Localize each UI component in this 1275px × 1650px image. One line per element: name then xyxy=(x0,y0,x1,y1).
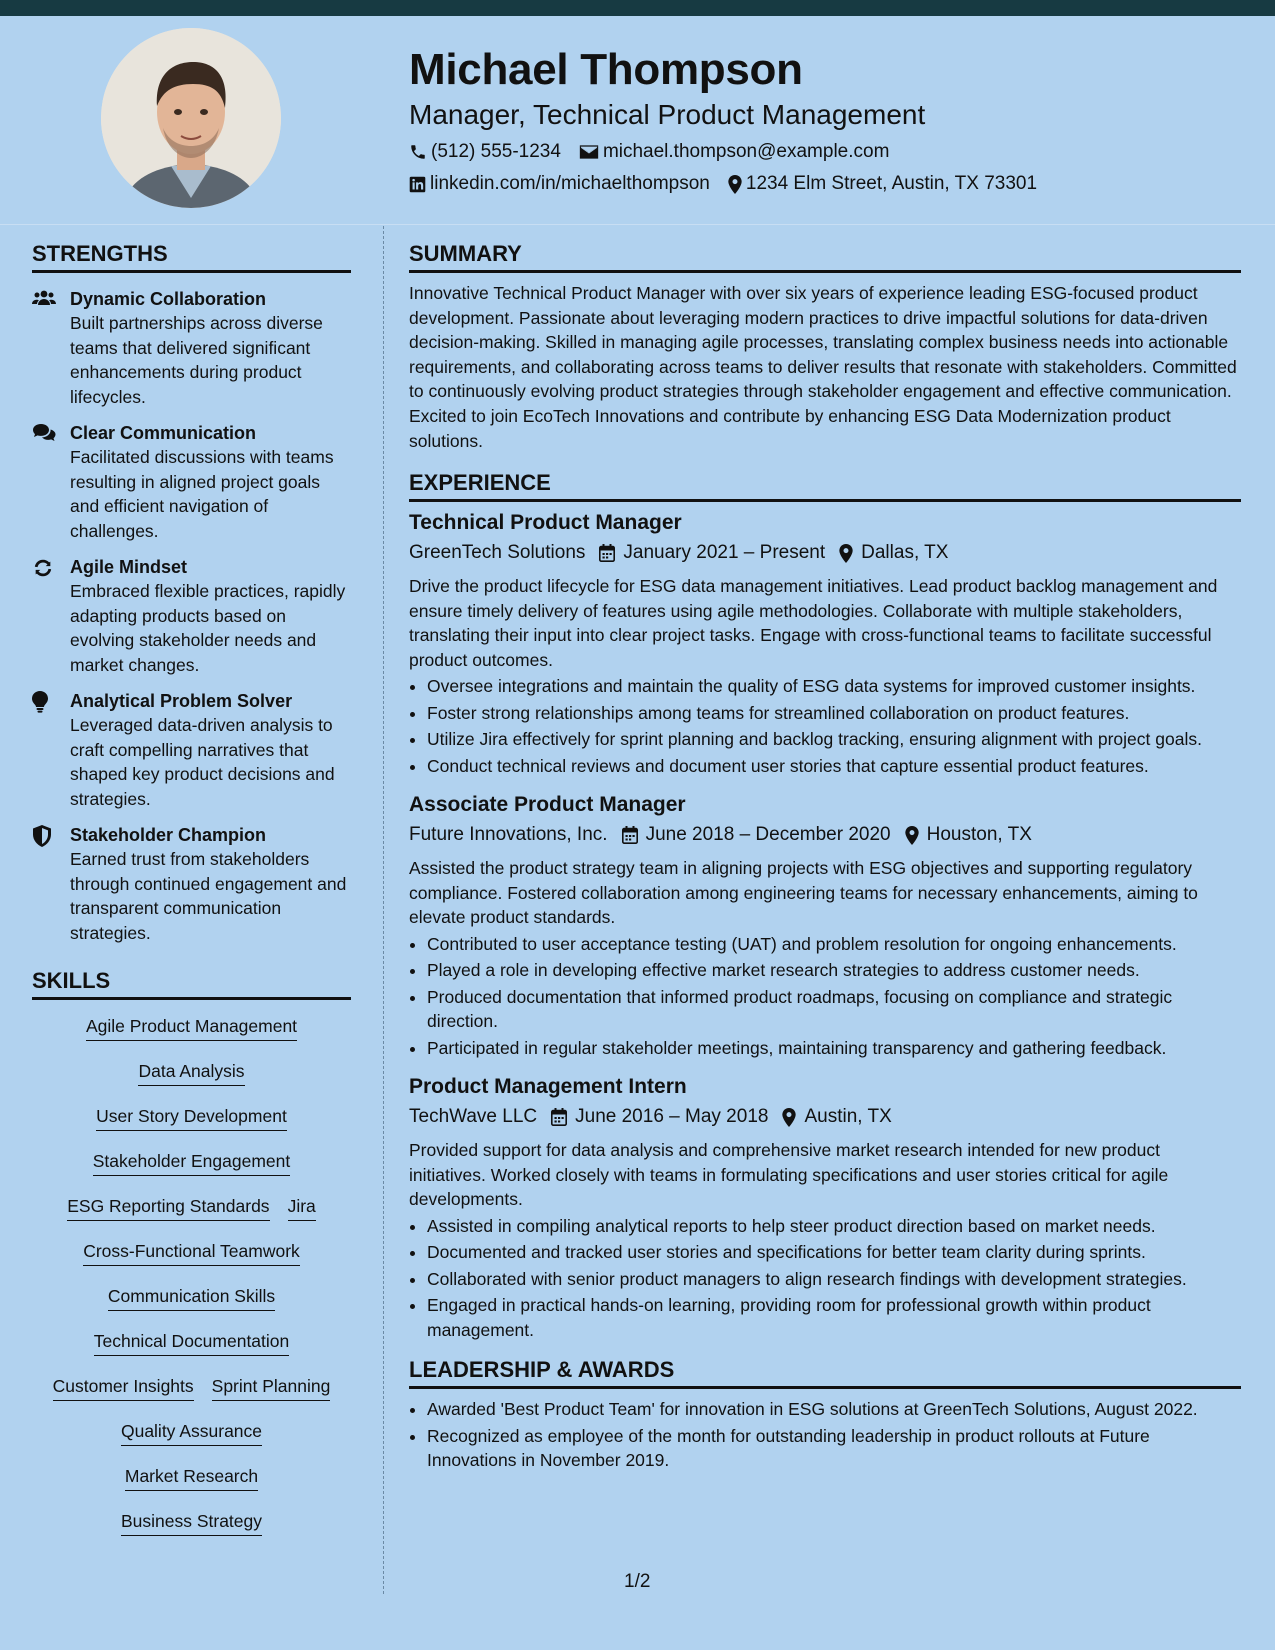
linkedin-link[interactable]: linkedin.com/in/michaelthompson xyxy=(430,173,710,194)
left-column xyxy=(32,240,351,1554)
job-bullets xyxy=(409,932,1241,1061)
strength-item xyxy=(32,287,351,409)
comments-icon xyxy=(32,423,56,442)
job-dates: June 2018 – December 2020 xyxy=(645,824,891,846)
skills-heading: SKILLS xyxy=(32,967,351,1000)
skill-tag: Quality Assurance xyxy=(121,1419,262,1446)
skill-tag: Stakeholder Engagement xyxy=(93,1149,291,1176)
job-bullets xyxy=(409,1214,1241,1343)
job-dates: January 2021 – Present xyxy=(623,542,826,564)
skill-tag: User Story Development xyxy=(96,1104,287,1131)
skill-row xyxy=(32,1059,351,1104)
job-company: TechWave LLC xyxy=(409,1106,538,1128)
skill-tag: Business Strategy xyxy=(121,1509,262,1536)
job-bullet: • Documented and tracked user stories and specifications for better team clarity during sprints. xyxy=(427,1240,1241,1265)
job-location: Houston, TX xyxy=(926,824,1032,846)
job-bullet: • Played a role in developing effective market research strategies to address customer needs. xyxy=(427,958,1241,983)
email-link[interactable]: michael.thompson@example.com xyxy=(602,141,890,162)
skill-tag: Customer Insights xyxy=(53,1374,194,1401)
award-item: • Awarded 'Best Product Team' for innovation in ESG solutions at GreenTech Solutions, August 2022. xyxy=(427,1397,1241,1422)
experience-heading: EXPERIENCE xyxy=(409,469,1241,502)
phone-text: (512) 555-1234 xyxy=(431,141,561,162)
users-icon xyxy=(32,289,56,307)
resume-header xyxy=(409,44,1249,200)
summary-text: Innovative Technical Product Manager with over six years of experience leading ESG-focused product development. Passionate about leveraging modern practices to drive impactful solutions for data-driven decision-making. Skilled in managing agile processes, translating complex business needs into actionable requirements, and collaborating across teams to deliver results that resonate with stakeholders. Committed to continuously evolving product strategies through stakeholder engagement and effective communication. Excited to join EcoTech Innovations and contribute by enhancing ESG Data Modernization product solutions. xyxy=(409,283,1237,451)
map-marker-icon xyxy=(839,544,853,563)
strength-title: Dynamic Collaboration xyxy=(70,289,267,309)
strength-desc: Facilitated discussions with teams resulting in aligned project goals and efficient navigation of challenges. xyxy=(70,447,334,541)
map-marker-icon xyxy=(782,1108,796,1127)
strength-desc: Earned trust from stakeholders through continued engagement and transparent communication strategies. xyxy=(70,849,347,943)
job-description: Provided support for data analysis and comprehensive market research intended for new product initiatives. Worked closely with teams in formulating specifications and user stories critical for agile developments. xyxy=(409,1140,1169,1210)
strength-title: Clear Communication xyxy=(70,423,257,443)
skill-row xyxy=(32,1329,351,1374)
skill-tag: Data Analysis xyxy=(138,1059,244,1086)
job-bullet: • Assisted in compiling analytical reports to help steer product direction based on market needs. xyxy=(427,1214,1241,1239)
calendar-icon xyxy=(599,544,615,562)
job-bullets xyxy=(409,674,1241,778)
header-divider xyxy=(0,224,1275,225)
job-bullet: • Engaged in practical hands-on learning, providing room for professional growth within product management. xyxy=(427,1293,1241,1342)
contact-line-2 xyxy=(409,168,1249,200)
skill-row xyxy=(32,1149,351,1194)
job-title: Associate Product Manager xyxy=(409,793,686,817)
job-bullet: • Produced documentation that informed product roadmaps, focusing on compliance and strategic direction. xyxy=(427,985,1241,1034)
job-entry xyxy=(409,508,1241,778)
strength-desc: Embraced flexible practices, rapidly adapting products based on evolving stakeholder needs and market changes. xyxy=(70,581,346,675)
skill-row xyxy=(32,1284,351,1329)
job-dates: June 2016 – May 2018 xyxy=(575,1106,769,1128)
contact-line-1 xyxy=(409,136,1249,168)
strengths-heading: STRENGTHS xyxy=(32,240,351,273)
job-description: Drive the product lifecycle for ESG data management initiatives. Lead product backlog management and ensure timely delivery of features using agile methodologies. Collaborate with multiple stakeholders, translating their input into clear project tasks. Engage with cross-functional teams to facilitate successful product outcomes. xyxy=(409,576,1218,670)
job-meta xyxy=(409,538,1241,568)
leadership-heading: LEADERSHIP & AWARDS xyxy=(409,1356,1241,1389)
strength-item xyxy=(32,823,351,945)
skills-list xyxy=(32,1014,351,1554)
page-number: 1/2 xyxy=(624,1571,651,1592)
job-company: GreenTech Solutions xyxy=(409,542,586,564)
shield-icon xyxy=(32,825,52,847)
skill-row xyxy=(32,1104,351,1149)
calendar-icon xyxy=(622,826,638,844)
skill-row xyxy=(32,1194,351,1239)
skill-tag: Market Research xyxy=(125,1464,258,1491)
strength-title: Analytical Problem Solver xyxy=(70,691,293,711)
strength-title: Stakeholder Champion xyxy=(70,825,267,845)
strength-title: Agile Mindset xyxy=(70,557,188,577)
skill-row xyxy=(32,1464,351,1509)
skill-tag: ESG Reporting Standards xyxy=(67,1194,269,1221)
strength-item xyxy=(32,555,351,677)
sync-icon xyxy=(32,557,54,579)
map-marker-icon xyxy=(728,175,742,194)
phone-icon xyxy=(409,143,427,161)
job-meta xyxy=(409,820,1241,850)
strength-item xyxy=(32,421,351,543)
skill-tag: Jira xyxy=(288,1194,316,1221)
column-divider xyxy=(383,226,384,1594)
job-bullet: • Contributed to user acceptance testing (UAT) and problem resolution for ongoing enhancements. xyxy=(427,932,1241,957)
skill-row xyxy=(32,1419,351,1464)
linkedin-item xyxy=(409,168,710,200)
job-title: Product Management Intern xyxy=(409,1075,687,1099)
skill-row xyxy=(32,1374,351,1419)
strength-desc: Leveraged data-driven analysis to craft compelling narratives that shaped key product decisions and strategies. xyxy=(70,715,335,809)
skill-tag: Sprint Planning xyxy=(212,1374,331,1401)
skill-row xyxy=(32,1014,351,1059)
job-description: Assisted the product strategy team in aligning projects with ESG objectives and supporting regulatory compliance. Fostered collaboration among engineering teams for necessary enhancements, aiming to elevate product standards. xyxy=(409,858,1198,928)
skill-tag: Agile Product Management xyxy=(86,1014,297,1041)
skill-tag: Cross-Functional Teamwork xyxy=(83,1239,300,1266)
skill-tag: Technical Documentation xyxy=(94,1329,290,1356)
email-item xyxy=(579,136,889,168)
job-title: Technical Product Manager xyxy=(409,511,682,535)
awards-list xyxy=(409,1397,1241,1473)
top-bar xyxy=(0,0,1275,16)
job-location: Austin, TX xyxy=(804,1106,892,1128)
strength-item xyxy=(32,689,351,811)
address-text: 1234 Elm Street, Austin, TX 73301 xyxy=(745,173,1038,194)
job-entry xyxy=(409,1072,1241,1342)
candidate-name: Michael Thompson xyxy=(409,45,803,94)
lightbulb-icon xyxy=(32,691,48,713)
profile-photo xyxy=(101,28,281,208)
right-column xyxy=(409,240,1241,1473)
summary-heading: SUMMARY xyxy=(409,240,1241,273)
job-location: Dallas, TX xyxy=(861,542,949,564)
job-meta xyxy=(409,1102,1241,1132)
job-bullet: • Participated in regular stakeholder meetings, maintaining transparency and gathering feedback. xyxy=(427,1036,1241,1061)
strength-desc: Built partnerships across diverse teams that delivered significant enhancements during product lifecycles. xyxy=(70,313,323,407)
job-bullet: • Collaborated with senior product managers to align research findings with development strategies. xyxy=(427,1267,1241,1292)
envelope-icon xyxy=(579,144,599,160)
phone-item xyxy=(409,136,561,168)
job-bullet: • Conduct technical reviews and document user stories that capture essential product features. xyxy=(427,754,1241,779)
calendar-icon xyxy=(551,1108,567,1126)
skill-tag: Communication Skills xyxy=(108,1284,275,1311)
candidate-title: Manager, Technical Product Management xyxy=(409,99,926,130)
award-item: • Recognized as employee of the month for outstanding leadership in product rollouts at Future Innovations in November 2019. xyxy=(427,1424,1241,1473)
job-bullet: • Utilize Jira effectively for sprint planning and backlog tracking, ensuring alignment with project goals. xyxy=(427,727,1241,752)
skill-row xyxy=(32,1509,351,1554)
address-item xyxy=(728,168,1037,200)
linkedin-icon xyxy=(409,176,426,193)
job-entry xyxy=(409,790,1241,1060)
job-company: Future Innovations, Inc. xyxy=(409,824,608,846)
job-bullet: • Foster strong relationships among teams for streamlined collaboration on product features. xyxy=(427,701,1241,726)
skill-row xyxy=(32,1239,351,1284)
job-bullet: • Oversee integrations and maintain the quality of ESG data systems for improved customer insights. xyxy=(427,674,1241,699)
map-marker-icon xyxy=(905,826,919,845)
